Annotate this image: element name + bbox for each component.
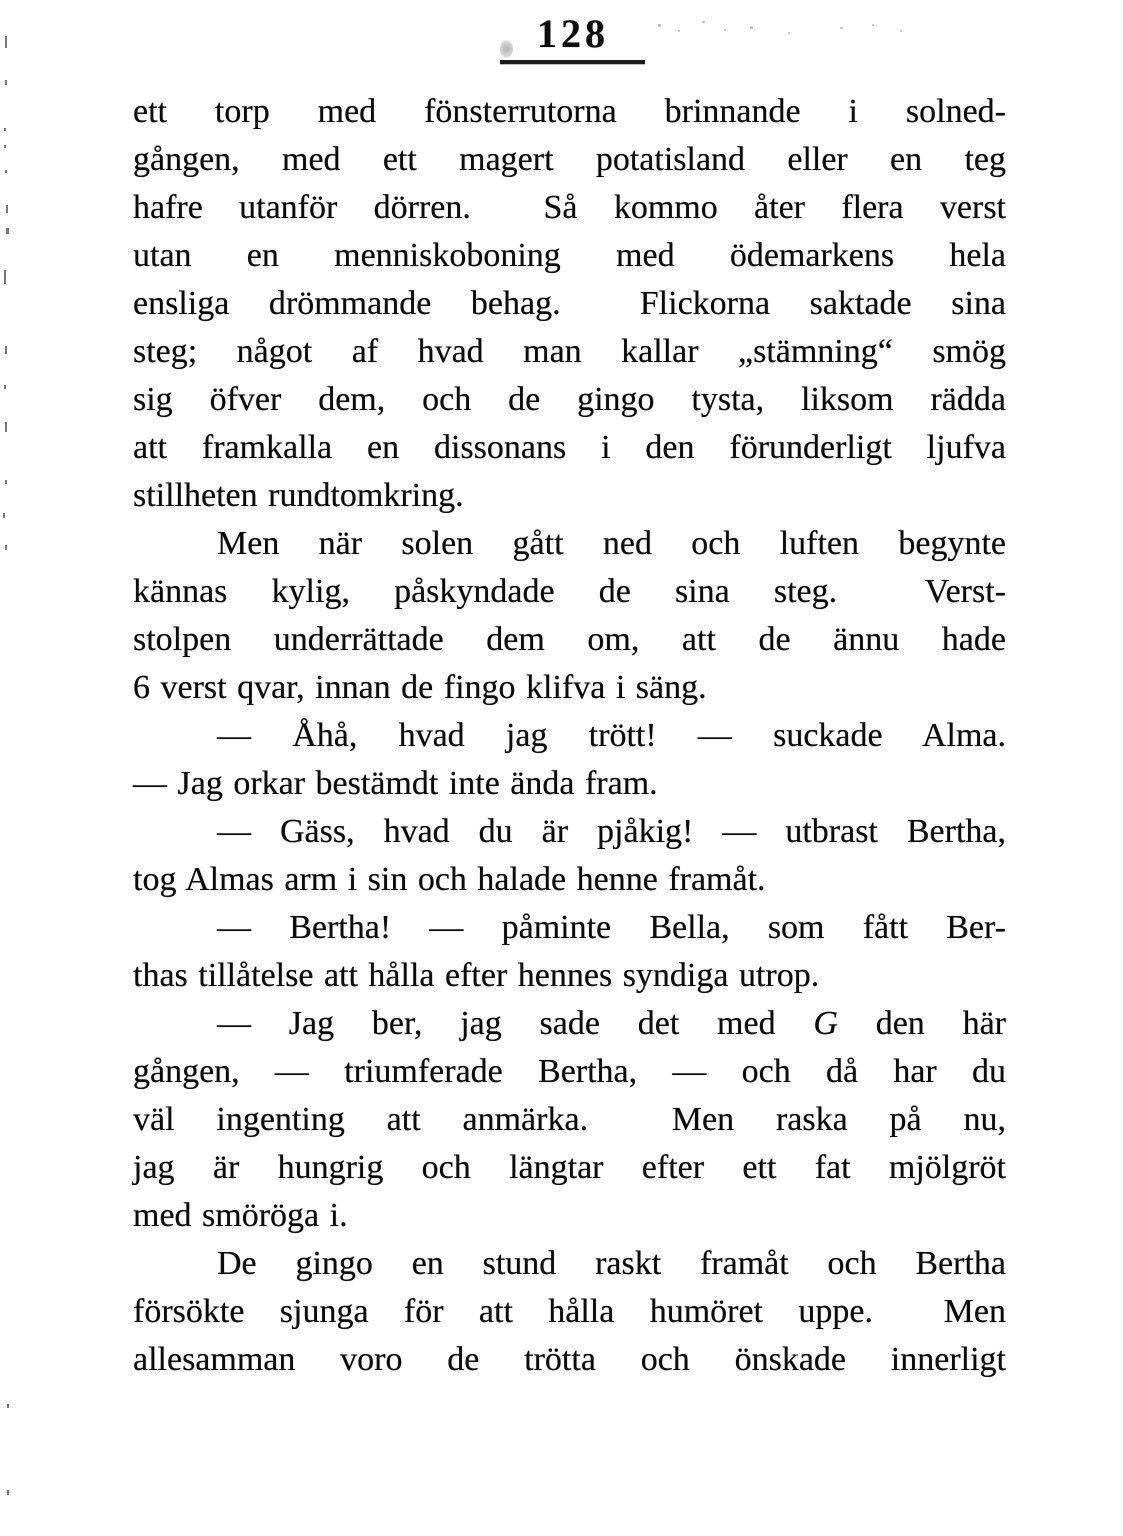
text-line: — Åhå, hvad jag trött! — suckade Alma. [217, 717, 1006, 754]
text-line: gången, med ett magert potatisland eller en teg [133, 141, 1006, 178]
text-line: stolpen underrättade dem om, att de ännu hade [133, 621, 1006, 658]
text-line: — Gäss, hvad du är pjåkig! — utbrast Bertha, [217, 813, 1006, 850]
text-line: ensliga drömmande behag. Flickorna saktade sina [133, 285, 1006, 322]
text-line: — Jag ber, jag sade det med G den här [217, 1005, 1006, 1042]
text-line: steg; något af hvad man kallar „stämning“ smög [133, 333, 1006, 370]
text-line: försökte sjunga för att hålla humöret uppe. Men [133, 1293, 1006, 1330]
header-rule [500, 60, 645, 64]
page-text [133, 88, 1006, 1384]
page-number: 128 [537, 11, 609, 56]
italic-word: G [813, 1005, 838, 1042]
text-line: jag är hungrig och längtar efter ett fat mjölgröt [133, 1149, 1006, 1186]
text-line: — Bertha! — påminte Bella, som fått Ber- [217, 909, 1006, 946]
text-line: Men när solen gått ned och luften begynte [217, 525, 1006, 562]
text-line: utan en menniskoboning med ödemarkens hela [133, 237, 1006, 274]
text-line: 6 verst qvar, innan de fingo klifva i säng. [133, 669, 707, 706]
text-line: att framkalla en dissonans i den förunderligt ljufva [133, 429, 1006, 466]
text-line: De gingo en stund raskt framåt och Bertha [217, 1245, 1006, 1282]
text-line: — Jag orkar bestämdt inte ända fram. [133, 765, 658, 802]
text-line: sig öfver dem, och de gingo tysta, liksom rädda [133, 381, 1006, 418]
text-line: hafre utanför dörren. Så kommo åter flera verst [133, 189, 1006, 226]
text-line: tog Almas arm i sin och halade henne framåt. [133, 861, 766, 898]
text-line: allesamman voro de trötta och önskade innerligt [133, 1341, 1006, 1378]
text-line: thas tillåtelse att hålla efter hennes syndiga utrop. [133, 957, 820, 994]
text-line: kännas kylig, påskyndade de sina steg. Verst- [133, 573, 1006, 610]
scan-smudge [500, 40, 513, 58]
text-line: med smöröga i. [133, 1197, 348, 1234]
text-line: stillheten rundtomkring. [133, 477, 464, 514]
text-line: gången, — triumferade Bertha, — och då har du [133, 1053, 1006, 1090]
text-line: väl ingenting att anmärka. Men raska på nu, [133, 1101, 1006, 1138]
text-line: ett torp med fönsterrutorna brinnande i solned- [133, 93, 1006, 130]
